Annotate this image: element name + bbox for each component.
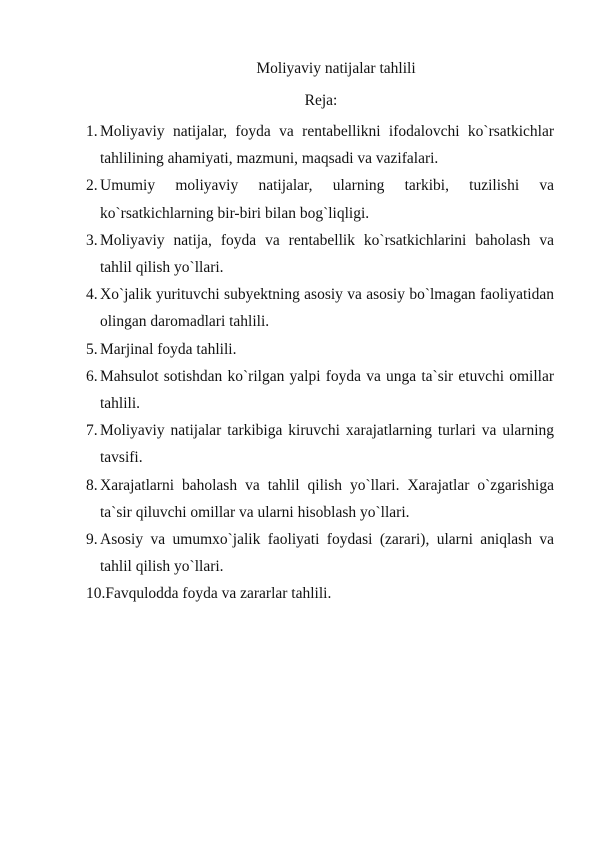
plan-item-text: Moliyaviy natija, foyda va rentabellik ko`rsatkichlarini baholash va tahlil qilish yo`llari. [100, 231, 554, 277]
plan-item-text: Favqulodda foyda va zararlar tahlili. [105, 585, 332, 603]
plan-heading: Reja: [304, 92, 338, 109]
plan-item-8 [86, 472, 554, 526]
plan-item-text: Umumiy moliyaviy natijalar, ularning tarkibi, tuzilishi va ko`rsatkichlarning bir-biri bilan bog`liqligi. [100, 177, 554, 222]
plan-item-10 [86, 580, 554, 607]
plan-item-text: Xarajatlarni baholash va tahlil qilish yo`llari. Xarajatlar o`zgarishiga ta`sir qiluvchi omillar va ularni hisoblash yo`llari. [100, 476, 554, 521]
plan-item-text: Moliyaviy natijalar, foyda va rentabellikni ifodalovchi ko`rsatkichlar tahlilining ahamiyati, mazmuni, maqsadi va vazifalari. [100, 123, 554, 168]
plan-item-number: 6. [86, 367, 98, 385]
plan-item-number: 5. [86, 340, 98, 358]
plan-item-9 [86, 526, 554, 580]
plan-item-4 [86, 281, 554, 335]
plan-item-number: 4. [86, 286, 98, 304]
plan-item-number: 2. [86, 177, 98, 195]
plan-item-number: 1. [86, 123, 98, 140]
plan-item-text: Marjinal foyda tahlili. [100, 340, 237, 358]
plan-item-number: 8. [86, 476, 98, 494]
plan-list [86, 118, 554, 608]
plan-item-number: 9. [86, 531, 98, 549]
plan-item-text: Asosiy va umumxo`jalik faoliyati foydasi (zarari), ularni aniqlash va tahlil qilish yo`llari. [100, 531, 554, 576]
plan-item-2 [86, 172, 554, 226]
plan-item-text: Moliyaviy natijalar tarkibiga kiruvchi xarajatlarning turlari va ularning tavsifi. [100, 422, 554, 467]
plan-item-text: Mahsulot sotishdan ko`rilgan yalpi foyda va unga ta`sir etuvchi omillar tahlili. [100, 367, 554, 413]
plan-item-5 [86, 336, 554, 363]
plan-item-text: Xo`jalik yurituvchi subyektning asosiy va asosiy bo`lmagan faoliyatidan olingan daromadlari tahlili. [100, 286, 554, 331]
plan-item-number: 7. [86, 422, 98, 440]
document-title: Moliyaviy natijalar tahlili [256, 60, 416, 77]
plan-item-number: 3. [86, 231, 98, 249]
plan-item-3 [86, 227, 554, 281]
plan-item-6 [86, 363, 554, 417]
plan-item-7 [86, 417, 554, 471]
plan-item-number: 10. [86, 585, 106, 603]
plan-item-1 [86, 118, 554, 172]
